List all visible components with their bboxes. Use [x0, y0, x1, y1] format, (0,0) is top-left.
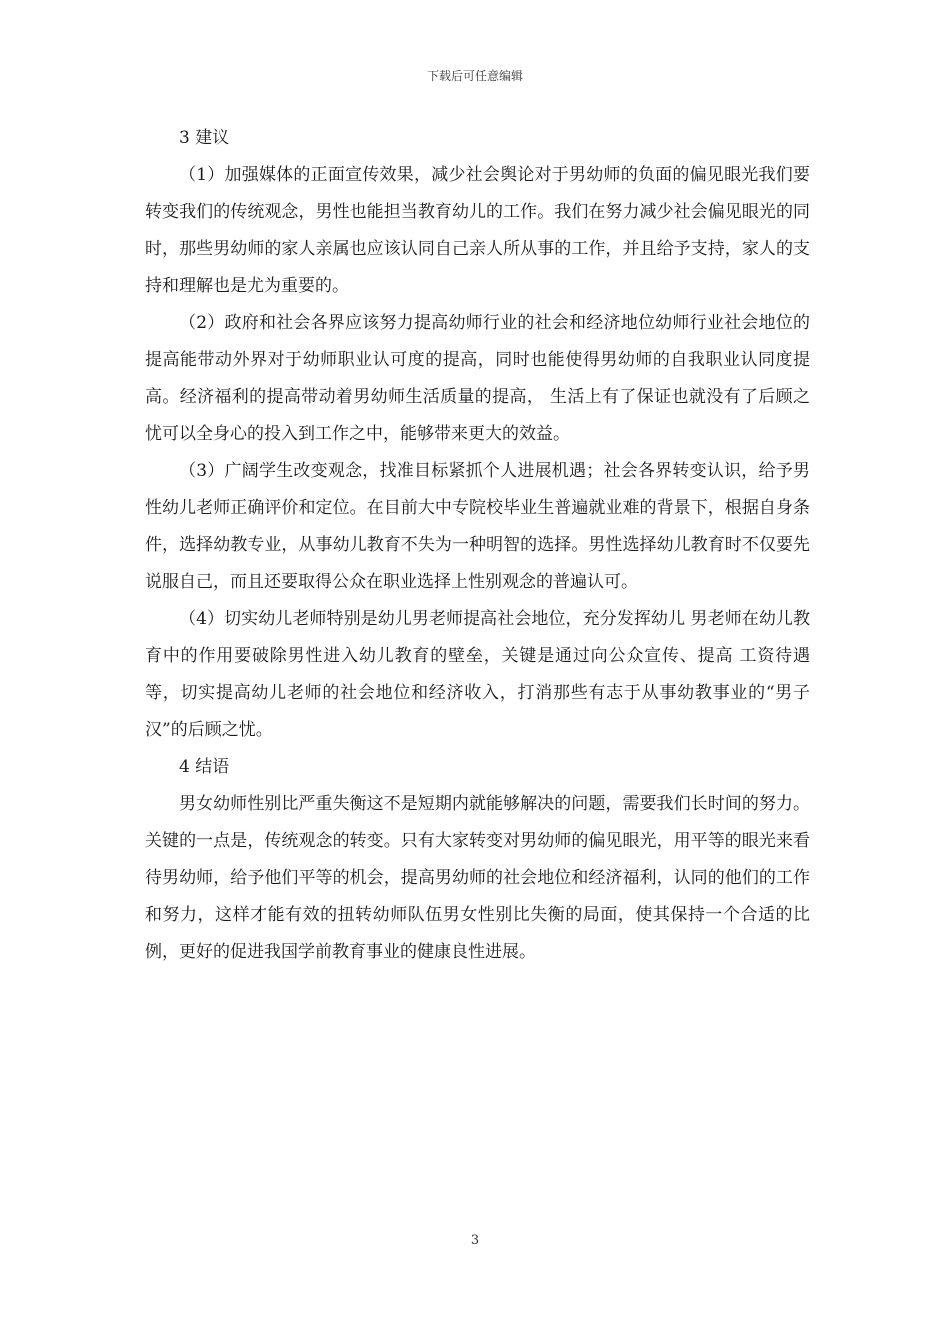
- page-header: 下载后可任意编辑: [426, 69, 523, 83]
- section-heading-3: 3 建议: [179, 128, 230, 148]
- paragraph-conclusion: 男女幼师性别比严重失衡这不是短期内就能够解决的问题，需要我们长时间的努力。关键的一点是，传统观念的转变。只有大家转变对男幼师的偏见眼光，用平等的眼光来看待男幼师，给予他们平等的机会，提高男幼师的社会地位和经济福利，认同的他们的工作和努力，这样才能有效的扭转幼师队伍男女性别比失衡的局面，使其保持一个合适的比例，更好的促进我国学前教育事业的健康良性进展。: [145, 794, 810, 962]
- paragraph-suggestion-2: （2）政府和社会各界应该努力提高幼师行业的社会和经济地位幼师行业社会地位的提高能带动外界对于幼师职业认可度的提高，同时也能使得男幼师的自我职业认同度提高。经济福利的提高带动着男幼师生活质量的提高， 生活上有了保证也就没有了后顾之忧可以全身心的投入到工作之中，能够带来更大的效益。: [145, 313, 810, 444]
- page-number: 3: [470, 1233, 480, 1248]
- paragraph-suggestion-1: （1）加强媒体的正面宣传效果，减少社会舆论对于男幼师的负面的偏见眼光我们要转变我们的传统观念，男性也能担当教育幼儿的工作。我们在努力减少社会偏见眼光的同时，那些男幼师的家人亲属也应该认同自己亲人所从事的工作，并且给予支持，家人的支持和理解也是尤为重要的。: [145, 165, 810, 296]
- section-heading-4: 4 结语: [179, 757, 230, 777]
- paragraph-suggestion-4: （4）切实幼儿老师特别是幼儿男老师提高社会地位，充分发挥幼儿 男老师在幼儿教育中的作用要破除男性进入幼儿教育的壁垒，关键是通过向公众宣传、提高 工资待遇等，切实提高幼儿老师的社会地位和经济收入，打消那些有志于从事幼教事业的“男子汉”的后顾之忧。: [145, 609, 810, 740]
- document-body: [145, 120, 810, 971]
- paragraph-suggestion-3: （3）广阔学生改变观念，找准目标紧抓个人进展机遇；社会各界转变认识，给予男性幼儿老师正确评价和定位。在目前大中专院校毕业生普遍就业难的背景下，根据自身条件，选择幼教专业，从事幼儿教育不失为一种明智的选择。男性选择幼儿教育时不仅要先说服自己，而且还要取得公众在职业选择上性别观念的普遍认可。: [145, 461, 810, 592]
